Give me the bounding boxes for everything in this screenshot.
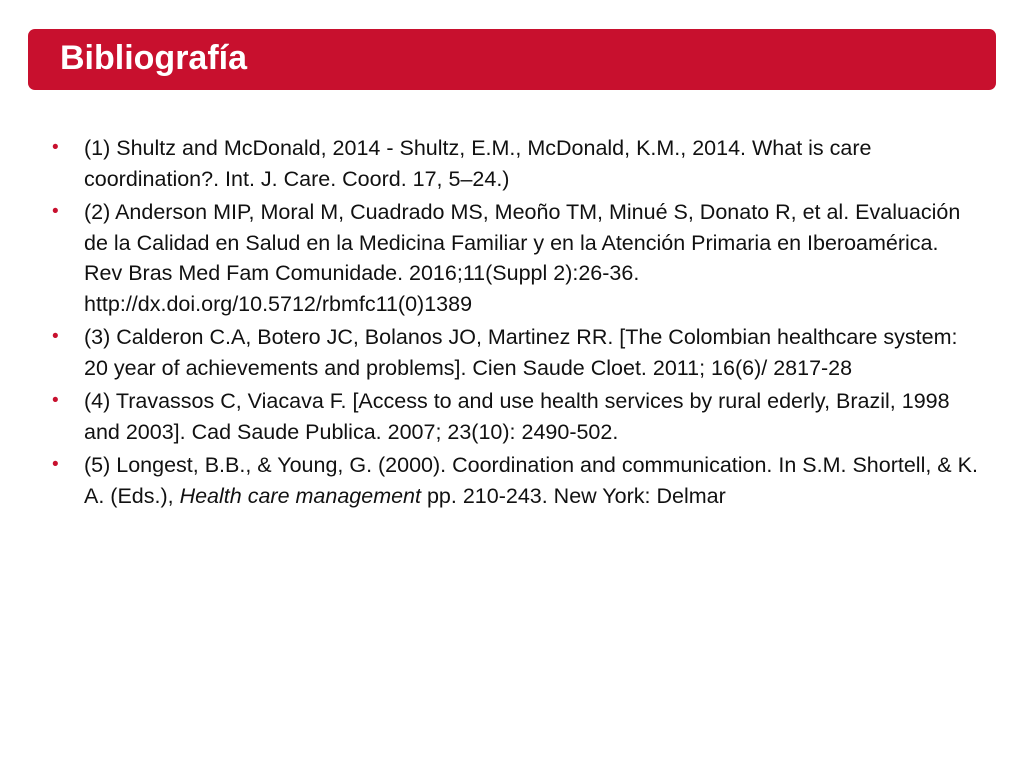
reference-item-1 <box>48 133 978 194</box>
title-bar <box>28 29 996 90</box>
reference-item-2 <box>48 197 978 319</box>
bullet-icon: • <box>52 454 59 475</box>
reference-list <box>48 133 978 514</box>
bullet-icon: • <box>52 390 59 411</box>
reference-text: (1) Shultz and McDonald, 2014 - Shultz, E.M., McDonald, K.M., 2014. What is care coordination?. Int. J. Care. Coord. 17, 5–24.) <box>84 136 872 191</box>
book-title: Health care management <box>179 483 421 508</box>
reference-item-5 <box>48 450 978 511</box>
reference-item-4 <box>48 386 978 447</box>
reference-text: (2) Anderson MIP, Moral M, Cuadrado MS, Meoño TM, Minué S, Donato R, et al. Evaluación de la Calidad en Salud en la Medicina Familiar y en la Atención Primaria en Iberoamérica. Rev Bras Med Fam Comunidade. 2016;11(Suppl 2):26-36. http://dx.doi.org/10.5712/rbmfc11(0)1389 <box>84 200 961 316</box>
reference-text: (3) Calderon C.A, Botero JC, Bolanos JO, Martinez RR. [The Colombian healthcare system: 20 year of achievements and problems]. Cien Saude Cloet. 2011; 16(6)/ 2817-28 <box>84 325 958 380</box>
reference-text: (4) Travassos C, Viacava F. [Access to and use health services by rural ederly, Brazil, 1998 and 2003]. Cad Saude Publica. 2007; 23(10): 2490-502. <box>84 389 950 444</box>
reference-text-part: (5) Longest, B.B., & Young, G. (2000). Coordination and communication. In S.M. Shortell, & K. A. (Eds.), <box>84 453 978 508</box>
reference-item-3 <box>48 322 978 383</box>
bullet-icon: • <box>52 201 59 222</box>
reference-text-part: pp. 210-243. New York: Delmar <box>421 483 726 508</box>
bullet-icon: • <box>52 326 59 347</box>
slide-title: Bibliografía <box>60 39 248 77</box>
bullet-icon: • <box>52 137 59 158</box>
